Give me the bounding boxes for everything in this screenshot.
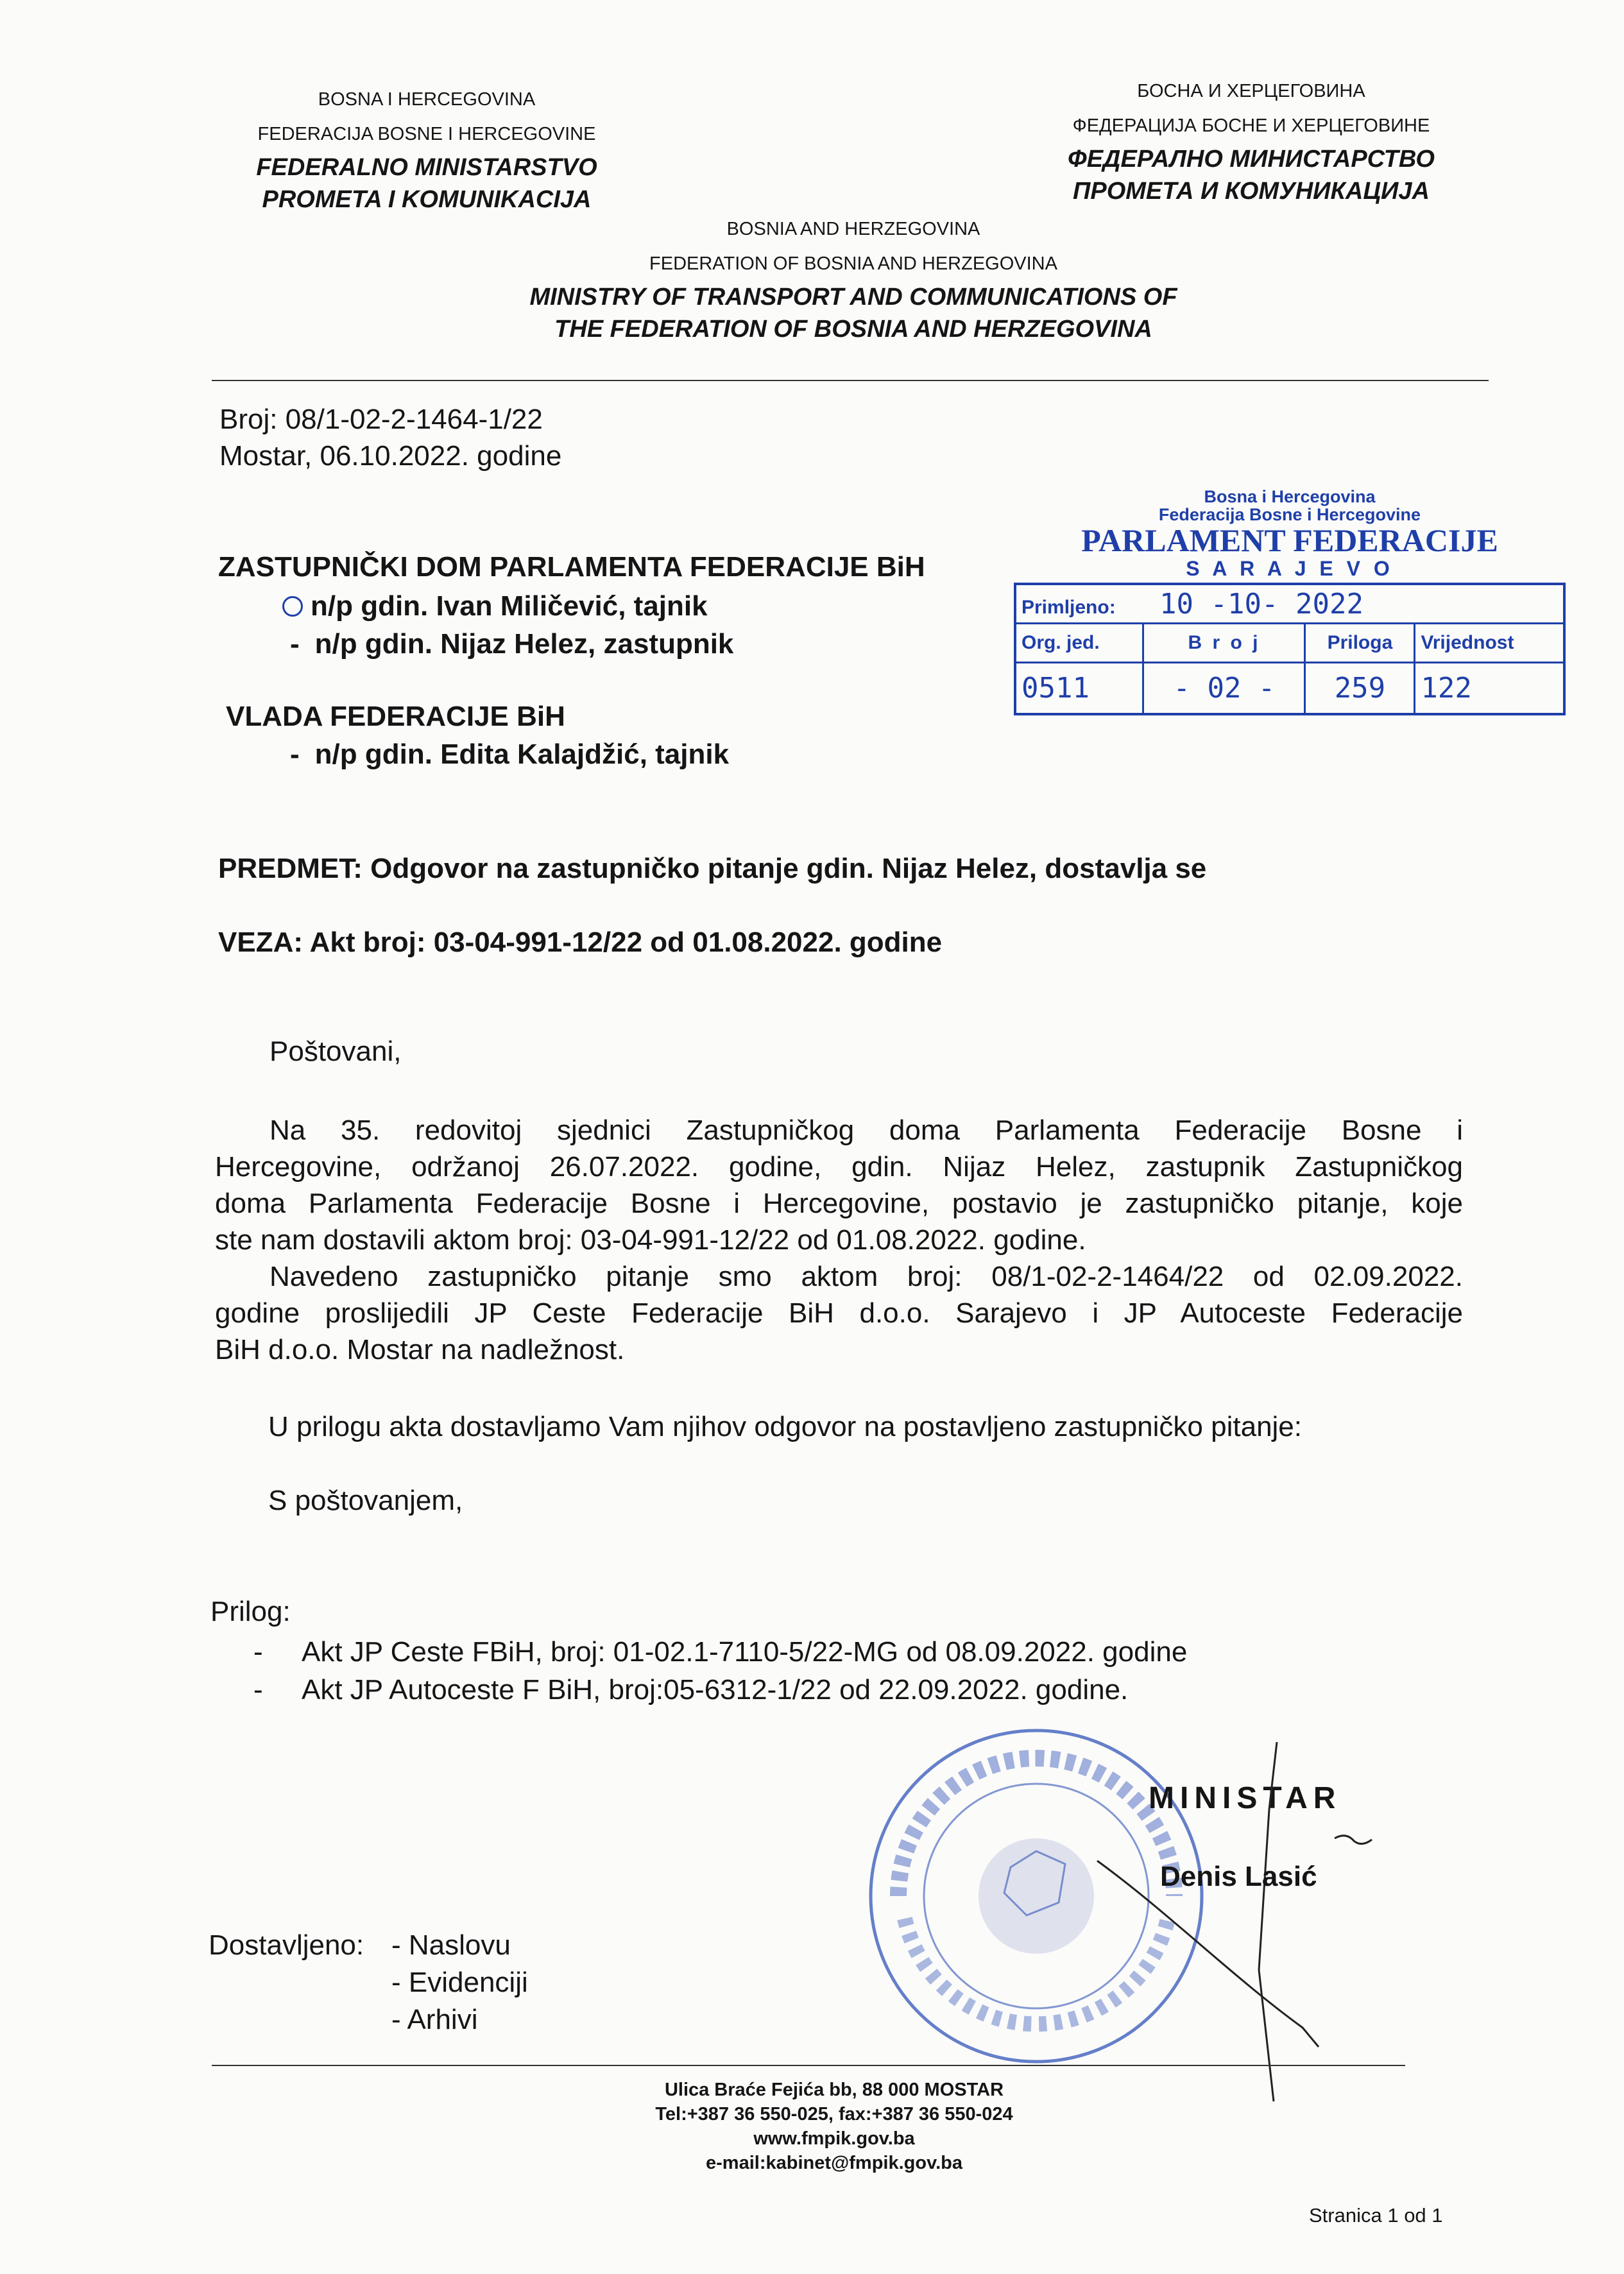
header-center-ministry-2: THE FEDERATION OF BOSNIA AND HERZEGOVINA bbox=[554, 316, 1152, 343]
minister-title: MINISTAR bbox=[1149, 1781, 1342, 1815]
attachment-item: - Akt JP Autoceste F BiH, broj:05-6312-1/22 od 22.09.2022. godine. bbox=[253, 1674, 1129, 1705]
footer-contact bbox=[552, 2078, 1116, 2175]
place-date: Mostar, 06.10.2022. godine bbox=[219, 440, 562, 472]
paragraph-1 bbox=[215, 1112, 1463, 1368]
attachments-label: Prilog: bbox=[210, 1596, 291, 1627]
delivered-item: - Arhivi bbox=[391, 2004, 478, 2035]
delivered-item: - Evidenciji bbox=[391, 1967, 528, 1998]
footer-address: Ulica Braće Fejića bb, 88 000 MOSTAR bbox=[664, 2080, 1004, 2100]
stamp-registry-table bbox=[1014, 583, 1566, 715]
header-left-ministry-2: PROMETA I KOMUNIKACIJA bbox=[262, 186, 592, 213]
header-center-country: BOSNIA AND HERZEGOVINA bbox=[726, 219, 980, 239]
receipt-stamp bbox=[1014, 488, 1566, 715]
recipient-item: - n/p gdin. Nijaz Helez, zastupnik bbox=[290, 628, 734, 660]
header-right bbox=[1027, 74, 1476, 207]
stamp-col-value: Vrijednost bbox=[1415, 624, 1564, 663]
header-left bbox=[212, 82, 642, 216]
paragraph-3: U prilogu akta dostavljamo Vam njihov odgovor na postavljeno zastupničko pitanje: bbox=[268, 1411, 1303, 1442]
salutation: Poštovani, bbox=[269, 1036, 402, 1067]
header-right-ministry-2: ПРОМЕТА И КОМУНИКАЦИЈА bbox=[1073, 178, 1430, 205]
delivered-item: - Naslovu bbox=[391, 1929, 511, 1961]
handwritten-check-icon bbox=[282, 596, 303, 617]
header-right-ministry: ФЕДЕРАЛНО МИНИСТАРСТВО bbox=[1068, 146, 1435, 173]
paragraph-line: BiH d.o.o. Mostar na nadležnost. bbox=[215, 1334, 625, 1365]
header-right-country: БОСНА И ХЕРЦЕГОВИНА bbox=[1137, 81, 1365, 101]
stamp-val-org: 0511 bbox=[1015, 663, 1143, 714]
minister-name: Denis Lasić bbox=[1160, 1861, 1317, 1892]
stamp-received-row: Primljeno: 10 -10- 2022 bbox=[1015, 584, 1564, 624]
handwritten-signature bbox=[1091, 1732, 1412, 2117]
header-center bbox=[449, 212, 1258, 345]
paragraph-line: Navedeno zastupničko pitanje smo aktom broj: 08/1-02-2-1464/22 od 02.09.2022. bbox=[269, 1261, 1463, 1292]
stamp-col-org: Org. jed. bbox=[1015, 624, 1143, 663]
header-left-country: BOSNA I HERCEGOVINA bbox=[318, 89, 536, 110]
recipient-item: n/p gdin. Ivan Miličević, tajnik bbox=[314, 588, 708, 625]
recipient-org-parliament: ZASTUPNIČKI DOM PARLAMENTA FEDERACIJE BiH bbox=[218, 551, 925, 583]
footer-phone: Tel:+387 36 550-025, fax:+387 36 550-024 bbox=[655, 2104, 1013, 2124]
paragraph-line: ste nam dostavili aktom broj: 03-04-991-12/22 od 01.08.2022. godine. bbox=[215, 1224, 1086, 1256]
paragraph-line: Na 35. redovitoj sjednici Zastupničkog doma Parlamenta Federacije Bosne i bbox=[269, 1115, 1463, 1146]
stamp-col-attachments: Priloga bbox=[1305, 624, 1415, 663]
reference-number: Broj: 08/1-02-2-1464-1/22 bbox=[219, 404, 543, 435]
footer-web: www.fmpik.gov.ba bbox=[753, 2128, 915, 2149]
closing: S poštovanjem, bbox=[268, 1485, 463, 1516]
header-center-federation: FEDERATION OF BOSNIA AND HERZEGOVINA bbox=[649, 253, 1057, 274]
header-divider bbox=[212, 380, 1489, 381]
header-right-federation: ФЕДЕРАЦИЈА БОСНЕ И ХЕРЦЕГОВИНЕ bbox=[1072, 115, 1430, 136]
stamp-val-attachments: 259 bbox=[1305, 663, 1415, 714]
header-center-ministry: MINISTRY OF TRANSPORT AND COMMUNICATIONS OF bbox=[529, 284, 1177, 311]
footer-email: e-mail:kabinet@fmpik.gov.ba bbox=[706, 2153, 962, 2173]
stamp-col-number: B r o j bbox=[1143, 624, 1305, 663]
stamp-parliament: PARLAMENT FEDERACIJE bbox=[1081, 522, 1498, 558]
page-number: Stranica 1 od 1 bbox=[1309, 2204, 1443, 2227]
stamp-federation: Federacija Bosne i Hercegovine bbox=[1158, 505, 1421, 524]
recipient-org-government: VLADA FEDERACIJE BiH bbox=[226, 701, 565, 732]
header-left-ministry: FEDERALNO MINISTARSTVO bbox=[256, 154, 597, 181]
stamp-received-date: 10 -10- 2022 bbox=[1159, 587, 1363, 620]
header-left-federation: FEDERACIJA BOSNE I HERCEGOVINE bbox=[257, 124, 596, 144]
subject-line: PREDMET: Odgovor na zastupničko pitanje gdin. Nijaz Helez, dostavlja se bbox=[218, 853, 1207, 884]
attachment-item: - Akt JP Ceste FBiH, broj: 01-02.1-7110-5/22-MG od 08.09.2022. godine bbox=[253, 1636, 1188, 1668]
paragraph-line: Hercegovine, održanoj 26.07.2022. godine, gdin. Nijaz Helez, zastupnik Zastupničkog bbox=[215, 1151, 1463, 1183]
delivered-label: Dostavljeno: bbox=[209, 1929, 364, 1961]
stamp-val-value: 122 bbox=[1415, 663, 1564, 714]
reference-link-line: VEZA: Akt broj: 03-04-991-12/22 od 01.08.2022. godine bbox=[218, 927, 943, 958]
paragraph-line: godine proslijedili JP Ceste Federacije BiH d.o.o. Sarajevo i JP Autoceste Federacije bbox=[215, 1297, 1463, 1329]
paragraph-line: doma Parlamenta Federacije Bosne i Hercegovine, postavio je zastupničko pitanje, koje bbox=[215, 1188, 1463, 1219]
stamp-country: Bosna i Hercegovina bbox=[1204, 487, 1376, 506]
footer-divider bbox=[212, 2065, 1405, 2066]
stamp-city: S A R A J E V O bbox=[1186, 557, 1394, 580]
recipient-item: - n/p gdin. Edita Kalajdžić, tajnik bbox=[290, 739, 730, 770]
stamp-val-number: - 02 - bbox=[1143, 663, 1305, 714]
